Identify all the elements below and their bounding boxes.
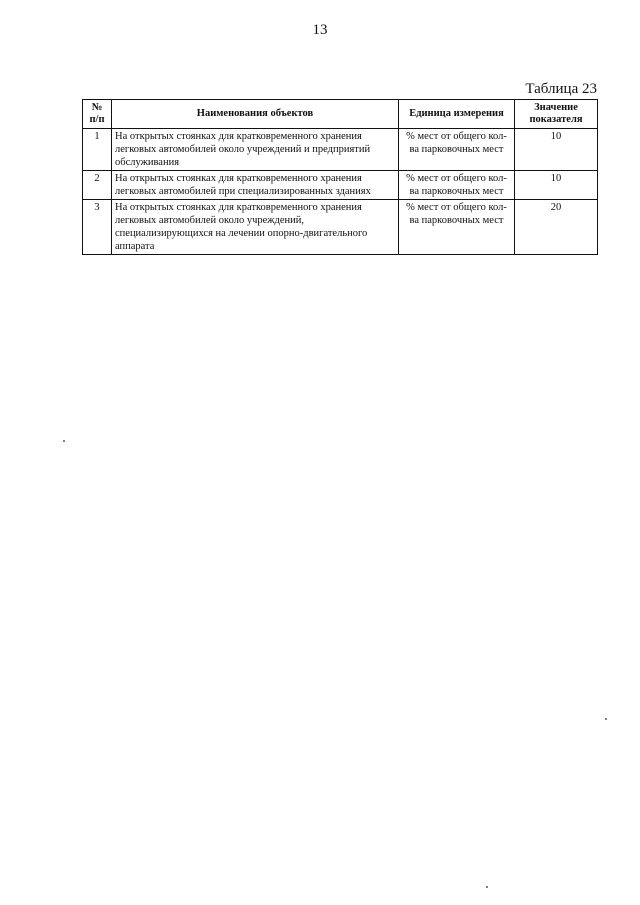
table-row	[83, 129, 598, 171]
row-value: 20	[515, 200, 598, 255]
row-name: На открытых стоянках для кратковременного хранения легковых автомобилей около учреждений и предприятий обслуживания	[112, 129, 399, 171]
row-num: 2	[83, 171, 112, 200]
row-unit: % мест от общего кол-ва парковочных мест	[399, 129, 515, 171]
scan-speck	[63, 440, 65, 442]
table-caption: Таблица 23	[525, 81, 597, 97]
row-num: 1	[83, 129, 112, 171]
header-value: Значение показателя	[515, 100, 598, 129]
row-unit: % мест от общего кол-ва парковочных мест	[399, 171, 515, 200]
scan-speck	[605, 718, 607, 720]
page-number: 13	[312, 22, 328, 38]
table-header-row	[83, 100, 598, 129]
row-value: 10	[515, 171, 598, 200]
row-unit: % мест от общего кол-ва парковочных мест	[399, 200, 515, 255]
table-row	[83, 171, 598, 200]
header-unit: Единица измерения	[399, 100, 515, 129]
indicator-table	[82, 99, 598, 255]
row-name: На открытых стоянках для кратковременного хранения легковых автомобилей около учреждений, специализирующихся на лечении опорно-двигательного аппарата	[112, 200, 399, 255]
scan-speck	[486, 886, 488, 888]
row-name: На открытых стоянках для кратковременного хранения легковых автомобилей при специализированных зданиях	[112, 171, 399, 200]
header-num: № п/п	[83, 100, 112, 129]
header-name: Наименования объектов	[112, 100, 399, 129]
row-num: 3	[83, 200, 112, 255]
table-row	[83, 200, 598, 255]
row-value: 10	[515, 129, 598, 171]
